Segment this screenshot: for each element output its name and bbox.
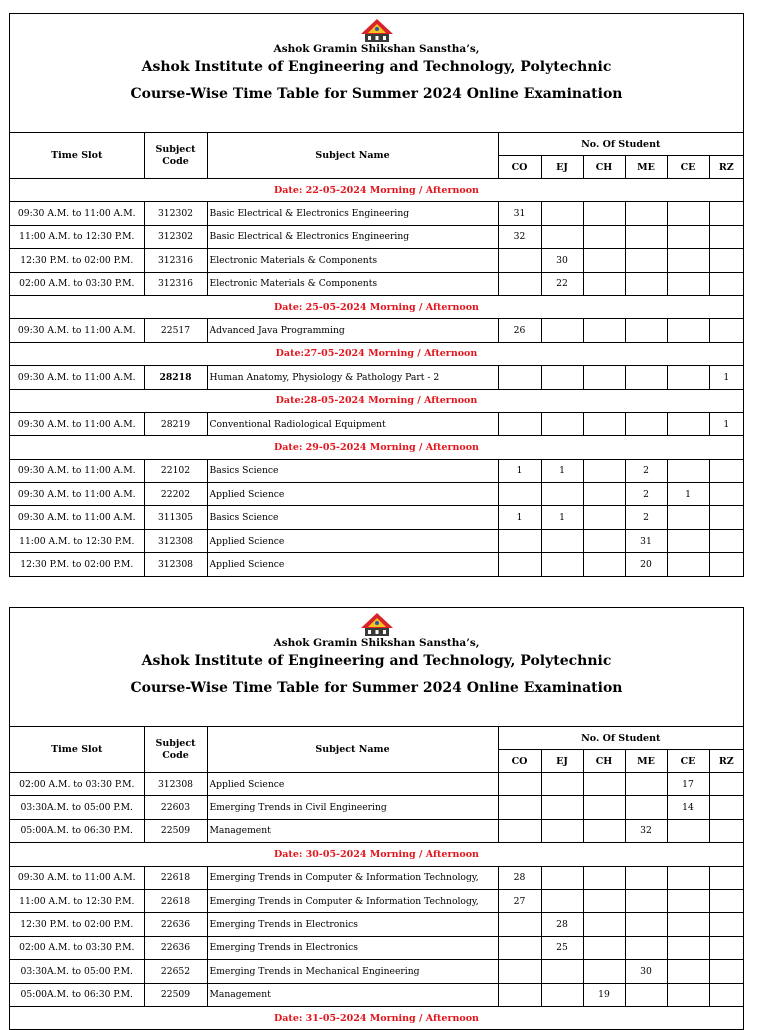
count-ch-cell bbox=[583, 960, 625, 983]
subject-code-cell: 22603 bbox=[144, 796, 207, 819]
time-slot-cell: 03:30A.M. to 05:00 P.M. bbox=[10, 960, 144, 983]
count-me-cell bbox=[625, 272, 667, 295]
count-ce-cell: 14 bbox=[667, 796, 709, 819]
count-ej-cell: 22 bbox=[541, 272, 583, 295]
count-ce-cell bbox=[667, 366, 709, 389]
time-slot-cell: 11:00 A.M. to 12:30 P.M. bbox=[10, 225, 144, 248]
count-rz-cell bbox=[709, 202, 743, 225]
table-row bbox=[10, 272, 743, 295]
count-ch-cell bbox=[583, 866, 625, 889]
time-slot-cell: 03:30A.M. to 05:00 P.M. bbox=[10, 796, 144, 819]
count-ch-cell bbox=[583, 889, 625, 912]
subject-code-cell: 312302 bbox=[144, 202, 207, 225]
institute-logo-icon bbox=[359, 612, 395, 638]
count-ce-cell bbox=[667, 529, 709, 552]
count-rz-cell bbox=[709, 483, 743, 506]
subject-name-cell: Applied Science bbox=[207, 529, 498, 552]
count-co-cell: 1 bbox=[498, 506, 541, 529]
time-slot-cell: 02:00 A.M. to 03:30 P.M. bbox=[10, 773, 144, 796]
header-branch-ch: CH bbox=[583, 750, 625, 773]
subject-code-cell: 22636 bbox=[144, 913, 207, 936]
subject-name-cell: Basics Science bbox=[207, 506, 498, 529]
time-slot-cell: 09:30 A.M. to 11:00 A.M. bbox=[10, 483, 144, 506]
count-me-cell: 2 bbox=[625, 506, 667, 529]
header-subject-code: Subject Code bbox=[144, 133, 207, 179]
time-slot-cell: 05:00A.M. to 06:30 P.M. bbox=[10, 983, 144, 1006]
count-rz-cell bbox=[709, 960, 743, 983]
count-ej-cell: 25 bbox=[541, 936, 583, 959]
count-ch-cell bbox=[583, 553, 625, 576]
sheet-header bbox=[10, 608, 743, 727]
table-row bbox=[10, 529, 743, 552]
count-rz-cell bbox=[709, 225, 743, 248]
count-rz-cell bbox=[709, 889, 743, 912]
subject-name-cell: Management bbox=[207, 819, 498, 842]
count-ej-cell bbox=[541, 866, 583, 889]
date-row bbox=[10, 179, 743, 202]
header-branch-rz: RZ bbox=[709, 156, 743, 179]
exam-date-label: Date: 25-05-2024 Morning / Afternoon bbox=[10, 295, 743, 318]
timetable bbox=[10, 727, 743, 1030]
time-slot-cell: 05:00A.M. to 06:30 P.M. bbox=[10, 819, 144, 842]
table-row bbox=[10, 866, 743, 889]
count-rz-cell bbox=[709, 819, 743, 842]
subject-name-cell: Emerging Trends in Computer & Information Technology, bbox=[207, 889, 498, 912]
subject-name-cell: Applied Science bbox=[207, 553, 498, 576]
subject-code-cell: 312308 bbox=[144, 773, 207, 796]
subject-code-cell: 22618 bbox=[144, 889, 207, 912]
header-no-of-student: No. Of Student bbox=[498, 133, 743, 156]
date-row bbox=[10, 295, 743, 318]
table-row bbox=[10, 506, 743, 529]
count-ej-cell bbox=[541, 529, 583, 552]
subject-name-cell: Basic Electrical & Electronics Engineering bbox=[207, 225, 498, 248]
count-co-cell: 1 bbox=[498, 459, 541, 482]
count-me-cell bbox=[625, 936, 667, 959]
table-row bbox=[10, 249, 743, 272]
institute-name: Ashok Institute of Engineering and Technology, Polytechnic bbox=[141, 59, 612, 75]
count-me-cell bbox=[625, 249, 667, 272]
count-ch-cell bbox=[583, 483, 625, 506]
count-ej-cell bbox=[541, 773, 583, 796]
count-ej-cell bbox=[541, 819, 583, 842]
count-ce-cell bbox=[667, 936, 709, 959]
header-branch-ej: EJ bbox=[541, 750, 583, 773]
count-co-cell bbox=[498, 819, 541, 842]
count-ce-cell bbox=[667, 983, 709, 1006]
count-ce-cell bbox=[667, 866, 709, 889]
count-co-cell bbox=[498, 983, 541, 1006]
date-row bbox=[10, 342, 743, 365]
count-co-cell: 31 bbox=[498, 202, 541, 225]
count-me-cell bbox=[625, 913, 667, 936]
table-row bbox=[10, 913, 743, 936]
count-rz-cell bbox=[709, 459, 743, 482]
count-ce-cell bbox=[667, 506, 709, 529]
exam-date-label: Date: 30-05-2024 Morning / Afternoon bbox=[10, 843, 743, 866]
count-me-cell: 31 bbox=[625, 529, 667, 552]
count-ej-cell bbox=[541, 983, 583, 1006]
subject-code-cell: 311305 bbox=[144, 506, 207, 529]
count-rz-cell bbox=[709, 936, 743, 959]
table-row bbox=[10, 553, 743, 576]
count-rz-cell bbox=[709, 272, 743, 295]
table-row bbox=[10, 366, 743, 389]
society-name: Ashok Gramin Shikshan Sanstha’s, bbox=[273, 637, 480, 649]
count-ej-cell bbox=[541, 889, 583, 912]
date-row bbox=[10, 1006, 743, 1029]
count-me-cell: 2 bbox=[625, 483, 667, 506]
subject-name-cell: Electronic Materials & Components bbox=[207, 272, 498, 295]
header-branch-rz: RZ bbox=[709, 750, 743, 773]
count-ej-cell bbox=[541, 412, 583, 435]
count-co-cell bbox=[498, 272, 541, 295]
subject-name-cell: Human Anatomy, Physiology & Pathology Part - 2 bbox=[207, 366, 498, 389]
time-slot-cell: 12:30 P.M. to 02:00 P.M. bbox=[10, 913, 144, 936]
header-branch-me: ME bbox=[625, 156, 667, 179]
time-slot-cell: 09:30 A.M. to 11:00 A.M. bbox=[10, 202, 144, 225]
subject-code-cell: 312302 bbox=[144, 225, 207, 248]
count-co-cell: 27 bbox=[498, 889, 541, 912]
subject-code-cell: 22509 bbox=[144, 819, 207, 842]
table-row bbox=[10, 412, 743, 435]
count-ce-cell bbox=[667, 272, 709, 295]
count-rz-cell bbox=[709, 796, 743, 819]
subject-name-cell: Electronic Materials & Components bbox=[207, 249, 498, 272]
header-subject-code: Subject Code bbox=[144, 727, 207, 773]
time-slot-cell: 09:30 A.M. to 11:00 A.M. bbox=[10, 412, 144, 435]
count-co-cell: 32 bbox=[498, 225, 541, 248]
header-subject-name: Subject Name bbox=[207, 727, 498, 773]
table-row bbox=[10, 225, 743, 248]
count-ej-cell: 1 bbox=[541, 506, 583, 529]
exam-date-label: Date:28-05-2024 Morning / Afternoon bbox=[10, 389, 743, 412]
subject-name-cell: Emerging Trends in Electronics bbox=[207, 913, 498, 936]
count-rz-cell: 1 bbox=[709, 412, 743, 435]
subject-name-cell: Emerging Trends in Computer & Information Technology, bbox=[207, 866, 498, 889]
count-rz-cell bbox=[709, 913, 743, 936]
count-ej-cell bbox=[541, 319, 583, 342]
count-ej-cell bbox=[541, 202, 583, 225]
count-me-cell bbox=[625, 319, 667, 342]
count-ch-cell bbox=[583, 202, 625, 225]
count-me-cell: 30 bbox=[625, 960, 667, 983]
count-co-cell bbox=[498, 249, 541, 272]
count-rz-cell bbox=[709, 773, 743, 796]
count-rz-cell: 1 bbox=[709, 366, 743, 389]
subject-name-cell: Emerging Trends in Civil Engineering bbox=[207, 796, 498, 819]
count-co-cell bbox=[498, 960, 541, 983]
time-slot-cell: 02:00 A.M. to 03:30 P.M. bbox=[10, 272, 144, 295]
count-ce-cell bbox=[667, 249, 709, 272]
count-rz-cell bbox=[709, 983, 743, 1006]
time-slot-cell: 09:30 A.M. to 11:00 A.M. bbox=[10, 506, 144, 529]
count-ce-cell: 1 bbox=[667, 483, 709, 506]
count-ch-cell bbox=[583, 225, 625, 248]
timetable-sheet-2 bbox=[9, 607, 744, 1030]
count-ch-cell bbox=[583, 506, 625, 529]
document-title: Course-Wise Time Table for Summer 2024 Online Examination bbox=[130, 680, 623, 696]
table-row bbox=[10, 983, 743, 1006]
count-co-cell bbox=[498, 773, 541, 796]
time-slot-cell: 11:00 A.M. to 12:30 P.M. bbox=[10, 529, 144, 552]
count-rz-cell bbox=[709, 506, 743, 529]
count-co-cell bbox=[498, 553, 541, 576]
subject-name-cell: Emerging Trends in Electronics bbox=[207, 936, 498, 959]
count-ch-cell bbox=[583, 249, 625, 272]
count-ce-cell: 17 bbox=[667, 773, 709, 796]
header-branch-me: ME bbox=[625, 750, 667, 773]
table-row bbox=[10, 936, 743, 959]
count-me-cell bbox=[625, 866, 667, 889]
institute-name: Ashok Institute of Engineering and Technology, Polytechnic bbox=[141, 653, 612, 669]
count-ce-cell bbox=[667, 319, 709, 342]
count-ch-cell bbox=[583, 319, 625, 342]
count-ce-cell bbox=[667, 459, 709, 482]
count-ej-cell bbox=[541, 553, 583, 576]
subject-name-cell: Conventional Radiological Equipment bbox=[207, 412, 498, 435]
time-slot-cell: 02:00 A.M. to 03:30 P.M. bbox=[10, 936, 144, 959]
table-row bbox=[10, 319, 743, 342]
exam-date-label: Date: 22-05-2024 Morning / Afternoon bbox=[10, 179, 743, 202]
count-ch-cell bbox=[583, 366, 625, 389]
count-ch-cell: 19 bbox=[583, 983, 625, 1006]
count-ce-cell bbox=[667, 225, 709, 248]
count-ch-cell bbox=[583, 913, 625, 936]
subject-code-cell: 22517 bbox=[144, 319, 207, 342]
timetable-body bbox=[10, 773, 743, 1030]
count-ch-cell bbox=[583, 936, 625, 959]
count-ej-cell bbox=[541, 366, 583, 389]
subject-name-cell: Applied Science bbox=[207, 773, 498, 796]
header-subject-name: Subject Name bbox=[207, 133, 498, 179]
table-row bbox=[10, 819, 743, 842]
time-slot-cell: 12:30 P.M. to 02:00 P.M. bbox=[10, 249, 144, 272]
timetable bbox=[10, 133, 743, 577]
count-rz-cell bbox=[709, 319, 743, 342]
count-ch-cell bbox=[583, 272, 625, 295]
subject-code-cell: 312308 bbox=[144, 529, 207, 552]
count-co-cell: 26 bbox=[498, 319, 541, 342]
count-co-cell bbox=[498, 529, 541, 552]
count-ce-cell bbox=[667, 553, 709, 576]
count-ce-cell bbox=[667, 960, 709, 983]
count-rz-cell bbox=[709, 249, 743, 272]
subject-code-cell: 22102 bbox=[144, 459, 207, 482]
count-rz-cell bbox=[709, 553, 743, 576]
count-ej-cell bbox=[541, 225, 583, 248]
date-row bbox=[10, 436, 743, 459]
count-ce-cell bbox=[667, 889, 709, 912]
exam-date-label: Date: 29-05-2024 Morning / Afternoon bbox=[10, 436, 743, 459]
table-row bbox=[10, 796, 743, 819]
subject-name-cell: Advanced Java Programming bbox=[207, 319, 498, 342]
count-co-cell bbox=[498, 913, 541, 936]
count-ch-cell bbox=[583, 412, 625, 435]
time-slot-cell: 12:30 P.M. to 02:00 P.M. bbox=[10, 553, 144, 576]
count-me-cell: 2 bbox=[625, 459, 667, 482]
subject-name-cell: Management bbox=[207, 983, 498, 1006]
date-row bbox=[10, 389, 743, 412]
count-ch-cell bbox=[583, 819, 625, 842]
count-me-cell bbox=[625, 796, 667, 819]
count-co-cell bbox=[498, 412, 541, 435]
subject-code-cell: 28219 bbox=[144, 412, 207, 435]
time-slot-cell: 09:30 A.M. to 11:00 A.M. bbox=[10, 459, 144, 482]
count-ce-cell bbox=[667, 202, 709, 225]
count-ch-cell bbox=[583, 773, 625, 796]
count-co-cell bbox=[498, 796, 541, 819]
subject-name-cell: Emerging Trends in Mechanical Engineering bbox=[207, 960, 498, 983]
society-name: Ashok Gramin Shikshan Sanstha’s, bbox=[273, 43, 480, 55]
subject-code-cell: 22618 bbox=[144, 866, 207, 889]
count-me-cell: 32 bbox=[625, 819, 667, 842]
header-branch-co: CO bbox=[498, 750, 541, 773]
count-ch-cell bbox=[583, 796, 625, 819]
subject-code-cell: 22636 bbox=[144, 936, 207, 959]
table-row bbox=[10, 960, 743, 983]
date-row bbox=[10, 843, 743, 866]
time-slot-cell: 09:30 A.M. to 11:00 A.M. bbox=[10, 866, 144, 889]
header-no-of-student: No. Of Student bbox=[498, 727, 743, 750]
count-co-cell bbox=[498, 936, 541, 959]
sheet-header bbox=[10, 14, 743, 133]
subject-code-cell: 312308 bbox=[144, 553, 207, 576]
time-slot-cell: 09:30 A.M. to 11:00 A.M. bbox=[10, 366, 144, 389]
table-row bbox=[10, 459, 743, 482]
count-ej-cell bbox=[541, 796, 583, 819]
table-row bbox=[10, 889, 743, 912]
count-me-cell bbox=[625, 202, 667, 225]
count-me-cell bbox=[625, 366, 667, 389]
count-rz-cell bbox=[709, 866, 743, 889]
count-me-cell bbox=[625, 225, 667, 248]
count-co-cell bbox=[498, 366, 541, 389]
header-time-slot: Time Slot bbox=[10, 133, 144, 179]
timetable-sheet-1 bbox=[9, 13, 744, 577]
count-rz-cell bbox=[709, 529, 743, 552]
subject-name-cell: Basic Electrical & Electronics Engineering bbox=[207, 202, 498, 225]
count-ch-cell bbox=[583, 459, 625, 482]
count-co-cell: 28 bbox=[498, 866, 541, 889]
count-ch-cell bbox=[583, 529, 625, 552]
table-row bbox=[10, 773, 743, 796]
subject-code-cell: 28218 bbox=[144, 366, 207, 389]
count-ej-cell: 1 bbox=[541, 459, 583, 482]
subject-code-cell: 22202 bbox=[144, 483, 207, 506]
count-co-cell bbox=[498, 483, 541, 506]
count-me-cell bbox=[625, 773, 667, 796]
time-slot-cell: 11:00 A.M. to 12:30 P.M. bbox=[10, 889, 144, 912]
subject-code-cell: 312316 bbox=[144, 272, 207, 295]
count-ej-cell bbox=[541, 483, 583, 506]
exam-date-label: Date: 31-05-2024 Morning / Afternoon bbox=[10, 1006, 743, 1029]
table-row bbox=[10, 483, 743, 506]
exam-date-label: Date:27-05-2024 Morning / Afternoon bbox=[10, 342, 743, 365]
subject-name-cell: Applied Science bbox=[207, 483, 498, 506]
header-branch-ce: CE bbox=[667, 750, 709, 773]
subject-code-cell: 22509 bbox=[144, 983, 207, 1006]
subject-name-cell: Basics Science bbox=[207, 459, 498, 482]
count-ej-cell bbox=[541, 960, 583, 983]
subject-code-cell: 312316 bbox=[144, 249, 207, 272]
timetable-body bbox=[10, 179, 743, 577]
count-ce-cell bbox=[667, 412, 709, 435]
header-branch-ce: CE bbox=[667, 156, 709, 179]
count-ce-cell bbox=[667, 913, 709, 936]
header-branch-ch: CH bbox=[583, 156, 625, 179]
header-time-slot: Time Slot bbox=[10, 727, 144, 773]
count-ce-cell bbox=[667, 819, 709, 842]
time-slot-cell: 09:30 A.M. to 11:00 A.M. bbox=[10, 319, 144, 342]
count-me-cell bbox=[625, 983, 667, 1006]
count-me-cell bbox=[625, 412, 667, 435]
subject-code-cell: 22652 bbox=[144, 960, 207, 983]
count-ej-cell: 30 bbox=[541, 249, 583, 272]
document-title: Course-Wise Time Table for Summer 2024 Online Examination bbox=[130, 86, 623, 102]
count-ej-cell: 28 bbox=[541, 913, 583, 936]
count-me-cell: 20 bbox=[625, 553, 667, 576]
count-me-cell bbox=[625, 889, 667, 912]
header-branch-ej: EJ bbox=[541, 156, 583, 179]
table-row bbox=[10, 202, 743, 225]
header-branch-co: CO bbox=[498, 156, 541, 179]
institute-logo-icon bbox=[359, 18, 395, 44]
